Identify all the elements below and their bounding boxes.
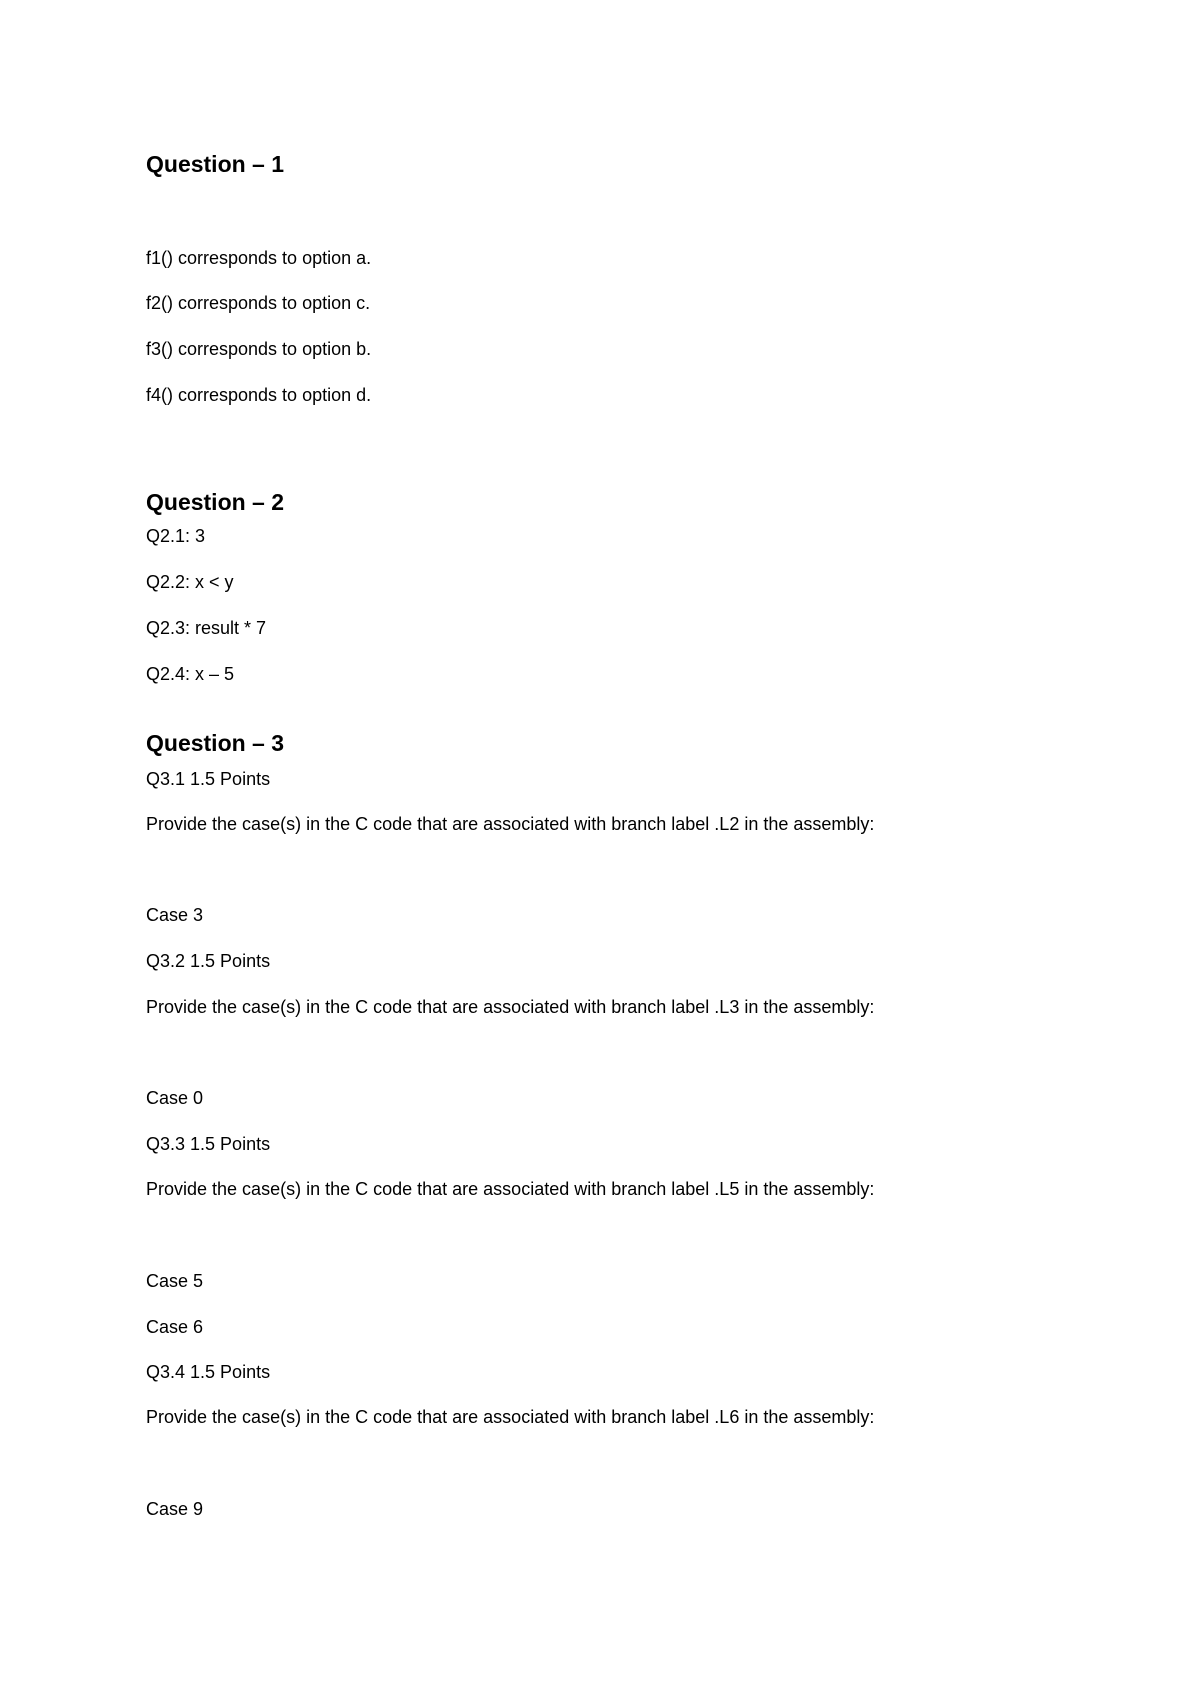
q2-answer-line: Q2.3: result * 7 bbox=[146, 618, 267, 638]
q3-part-label: Q3.1 1.5 Points bbox=[146, 769, 271, 789]
question-1-heading: Question – 1 bbox=[146, 151, 285, 177]
q3-part-answer: Case 9 bbox=[146, 1499, 204, 1519]
q3-part-answer: Case 6 bbox=[146, 1317, 204, 1337]
q2-answer-line: Q2.4: x – 5 bbox=[146, 664, 235, 684]
q3-part-prompt: Provide the case(s) in the C code that are associated with branch label .L5 in the assembly: bbox=[146, 1179, 875, 1199]
question-3-heading: Question – 3 bbox=[146, 730, 285, 756]
q2-answer-line: Q2.2: x < y bbox=[146, 572, 234, 592]
q3-part-prompt: Provide the case(s) in the C code that are associated with branch label .L6 in the assembly: bbox=[146, 1407, 875, 1427]
q3-part-answer: Case 3 bbox=[146, 905, 204, 925]
q3-part-answer: Case 0 bbox=[146, 1088, 204, 1108]
q3-part-answer: Case 5 bbox=[146, 1271, 204, 1291]
q1-answer-line: f2() corresponds to option c. bbox=[146, 293, 371, 313]
q1-answer-line: f4() corresponds to option d. bbox=[146, 385, 372, 405]
q2-answer-line: Q2.1: 3 bbox=[146, 526, 206, 546]
q3-part-label: Q3.2 1.5 Points bbox=[146, 951, 271, 971]
question-2-heading: Question – 2 bbox=[146, 489, 285, 515]
q3-part-label: Q3.3 1.5 Points bbox=[146, 1134, 271, 1154]
q3-part-prompt: Provide the case(s) in the C code that are associated with branch label .L2 in the assembly: bbox=[146, 814, 875, 834]
q3-part-label: Q3.4 1.5 Points bbox=[146, 1362, 271, 1382]
q1-answer-line: f1() corresponds to option a. bbox=[146, 248, 372, 268]
q3-part-prompt: Provide the case(s) in the C code that are associated with branch label .L3 in the assembly: bbox=[146, 997, 875, 1017]
q1-answer-line: f3() corresponds to option b. bbox=[146, 339, 372, 359]
